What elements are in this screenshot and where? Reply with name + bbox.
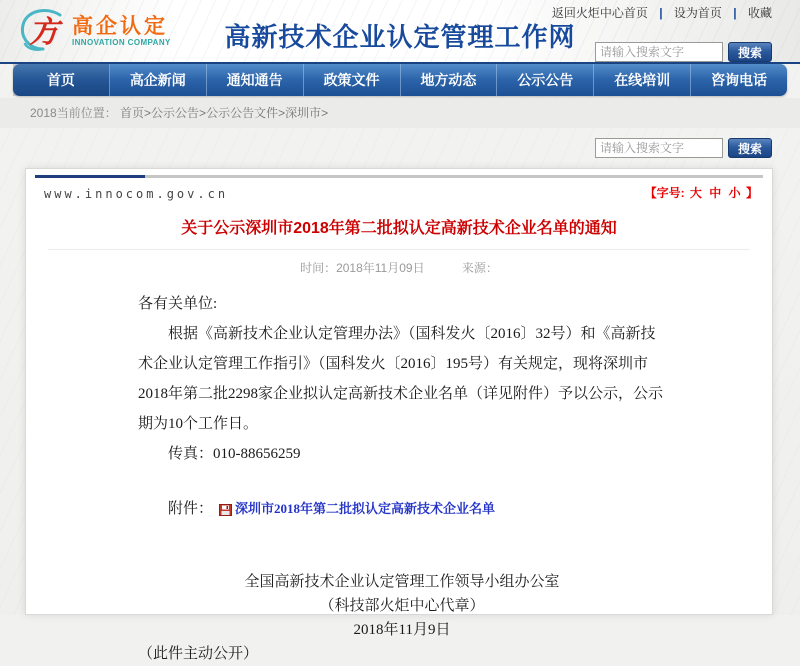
nav-item-local[interactable]: 地方动态	[401, 64, 498, 96]
signature-date: 2018年11月9日	[353, 622, 451, 638]
header-search-button[interactable]: 搜索	[728, 42, 772, 62]
signature-seal: （科技部火炬中心代章）	[319, 598, 485, 614]
logo-en-text: INNOVATION COMPANY	[72, 37, 171, 47]
top-links	[552, 4, 772, 21]
nav-item-publicity[interactable]: 公示公告	[497, 64, 594, 96]
font-size-prefix: 【字号:	[644, 186, 685, 200]
article-panel	[25, 168, 773, 662]
site-header	[0, 0, 800, 62]
header-search-input[interactable]	[595, 42, 723, 62]
site-logo[interactable]	[16, 5, 171, 57]
disclosure-note: （此件主动公开）	[138, 646, 259, 662]
link-torch-home[interactable]: 返回火炬中心首页	[551, 6, 648, 20]
font-size-large[interactable]: 大	[689, 186, 702, 200]
nav-item-training[interactable]: 在线培训	[594, 64, 691, 96]
nav-item-notices[interactable]: 通知通告	[207, 64, 304, 96]
nav-item-phone[interactable]: 咨询电话	[711, 72, 768, 88]
attachment-link[interactable]: 深圳市2018年第二批拟认定高新技术企业名单	[235, 501, 496, 516]
nav-item-news[interactable]: 高企新闻	[110, 64, 207, 96]
signature-block	[138, 570, 666, 642]
page-search	[595, 138, 772, 158]
attachment-label: 附件：	[168, 501, 214, 517]
site-url: www.innocom.gov.cn	[44, 187, 229, 201]
font-size-small[interactable]: 小	[728, 186, 741, 200]
font-size-medium[interactable]: 中	[709, 186, 722, 200]
breadcrumb	[0, 98, 800, 128]
main-paragraph: 根据《高新技术企业认定管理办法》（国科发火〔2016〕32号）和《高新技术企业认定管理工作指引》（国科发火〔2016〕195号）有关规定，现将深圳市2018年第二批2298家企业拟认定高新技术企业名单（详见附件）予以公示，公示期为10个工作日。	[138, 326, 664, 432]
header-search	[595, 42, 772, 62]
link-separator: |	[733, 6, 737, 20]
article-body	[138, 289, 666, 666]
nav-item-home[interactable]: 首页	[13, 64, 110, 96]
logo-cn-text: 高企认定	[72, 14, 168, 38]
breadcrumb-path[interactable]: 首页>公示公告>公示公告文件>深圳市>	[120, 106, 329, 120]
article-title: 关于公示深圳市2018年第二批拟认定高新技术企业名单的通知	[181, 220, 617, 237]
logo-text-block	[72, 16, 171, 47]
font-size-widget	[645, 184, 758, 201]
meta-time: 时间：2018年11月09日	[300, 261, 425, 275]
attachment-file-icon	[219, 503, 232, 516]
page-search-input[interactable]	[595, 138, 723, 158]
nav-item-policy[interactable]: 政策文件	[304, 64, 401, 96]
link-separator: |	[659, 6, 663, 20]
salutation: 各有关单位:	[138, 296, 218, 312]
site-title: 高新技术企业认定管理工作网	[224, 22, 576, 52]
main-navigation	[13, 64, 787, 96]
title-divider	[48, 249, 750, 250]
panel-top-rule	[35, 175, 763, 178]
breadcrumb-label: 2018当前位置：	[30, 106, 117, 120]
link-favorite[interactable]: 收藏	[747, 6, 772, 20]
fax-line: 传真：010-88656259	[168, 446, 301, 462]
url-row	[44, 184, 758, 201]
article-meta	[26, 259, 772, 276]
page-search-button[interactable]: 搜索	[728, 138, 772, 158]
svg-text:方: 方	[29, 16, 59, 49]
meta-source: 来源：	[461, 261, 498, 275]
signature-office: 全国高新技术企业认定管理工作领导小组办公室	[244, 574, 560, 590]
link-set-home[interactable]: 设为首页	[673, 6, 722, 20]
font-size-suffix: 】	[745, 186, 758, 200]
attachment-row	[168, 494, 666, 524]
logo-swoosh-icon	[16, 5, 68, 57]
